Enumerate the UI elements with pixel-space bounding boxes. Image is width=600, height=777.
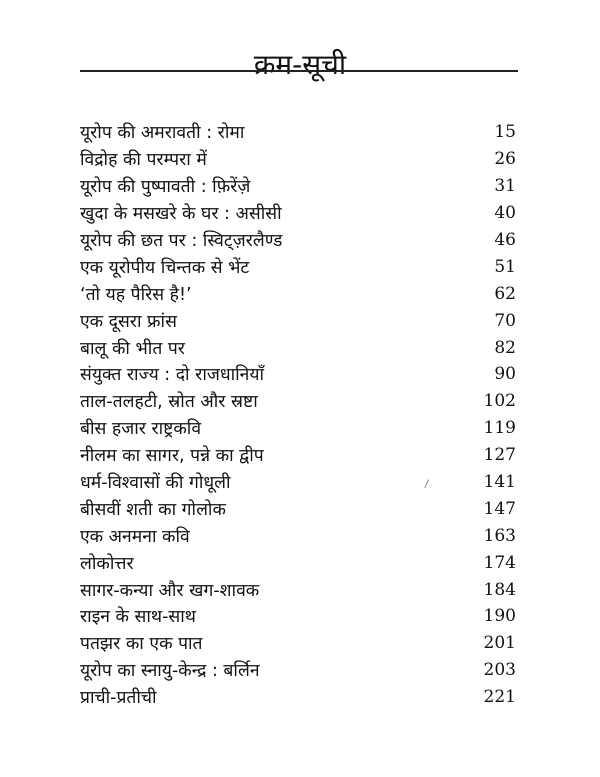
page-number: 141 [483, 472, 516, 493]
toc-entry [80, 576, 516, 603]
toc-entry [80, 334, 516, 361]
toc-entry [80, 549, 516, 576]
toc-entry [80, 657, 516, 684]
toc-entry [80, 119, 516, 146]
toc-entry [80, 200, 516, 227]
chapter-title: पतझर का एक पात [80, 634, 203, 655]
chapter-title: संयुक्त राज्य : दो राजधानियाँ [80, 365, 265, 386]
toc-entry [80, 630, 516, 657]
chapter-title: राइन के साथ-साथ [80, 607, 196, 628]
chapter-title: बालू की भीत पर [80, 338, 185, 359]
toc-entry [80, 388, 516, 415]
page-number: 201 [483, 633, 516, 654]
toc-entry [80, 469, 516, 496]
chapter-title: लोकोत्तर [80, 553, 134, 574]
page-number: 163 [483, 525, 516, 546]
toc-entry [80, 684, 516, 711]
page-number: 31 [494, 176, 516, 197]
page-number: 70 [494, 310, 516, 331]
toc-entry [80, 603, 516, 630]
page-title: क्रम-सूची [253, 47, 347, 81]
chapter-title: सागर-कन्या और खग-शावक [80, 580, 260, 601]
page-number: 90 [494, 364, 516, 385]
toc-entry [80, 173, 516, 200]
chapter-title: धर्म-विश्वासों की गोधूली [80, 473, 231, 494]
table-of-contents [80, 119, 516, 711]
toc-entry [80, 280, 516, 307]
chapter-title: यूरोप की पुष्पावती : फ़िरेंज़े [80, 177, 251, 198]
toc-entry [80, 522, 516, 549]
page-number: 119 [483, 418, 516, 439]
chapter-title: एक अनमना कवि [80, 526, 190, 547]
page-number: 62 [494, 283, 516, 304]
chapter-title: ‘तो यह पैरिस है!’ [80, 284, 192, 305]
page-number: 184 [483, 579, 516, 600]
chapter-title: एक यूरोपीय चिन्तक से भेंट [80, 257, 250, 278]
chapter-title: विद्रोह की परम्परा में [80, 150, 207, 171]
page-number: 127 [483, 445, 516, 466]
chapter-title: प्राची-प्रतीची [80, 688, 157, 709]
chapter-title: बीस हजार राष्ट्रकवि [80, 419, 202, 440]
page-number: 203 [483, 660, 516, 681]
toc-entry [80, 307, 516, 334]
chapter-title: यूरोप का स्नायु-केन्द्र : बर्लिन [80, 661, 260, 682]
page-number: 221 [483, 687, 516, 708]
chapter-title: यूरोप की अमरावती : रोमा [80, 123, 245, 144]
toc-entry [80, 442, 516, 469]
chapter-title: यूरोप की छत पर : स्विट्ज़रलैण्ड [80, 231, 283, 251]
page-number: 40 [494, 203, 516, 224]
chapter-title: बीसवीं शती का गोलोक [80, 499, 226, 520]
page-number: 174 [483, 552, 516, 573]
toc-entry [80, 146, 516, 173]
toc-entry [80, 495, 516, 522]
page-number: 51 [494, 256, 516, 277]
chapter-title: एक दूसरा फ्रांस [80, 311, 177, 332]
chapter-title: नीलम का सागर, पन्ने का द्वीप [80, 446, 264, 467]
toc-entry [80, 361, 516, 388]
page-number: 15 [494, 122, 516, 143]
page-number: 26 [494, 149, 516, 170]
toc-entry [80, 415, 516, 442]
page-number: 46 [494, 230, 516, 250]
page-number: 102 [483, 391, 516, 412]
chapter-title: खुदा के मसखरे के घर : असीसी [80, 204, 282, 225]
chapter-title: ताल-तलहटी, स्रोत और स्रष्टा [80, 392, 258, 413]
toc-entry [80, 227, 516, 254]
toc-entry [80, 253, 516, 280]
page-number: 82 [494, 337, 516, 358]
page-number: 147 [483, 498, 516, 519]
title-divider [80, 70, 518, 72]
page-number: 190 [483, 606, 516, 627]
